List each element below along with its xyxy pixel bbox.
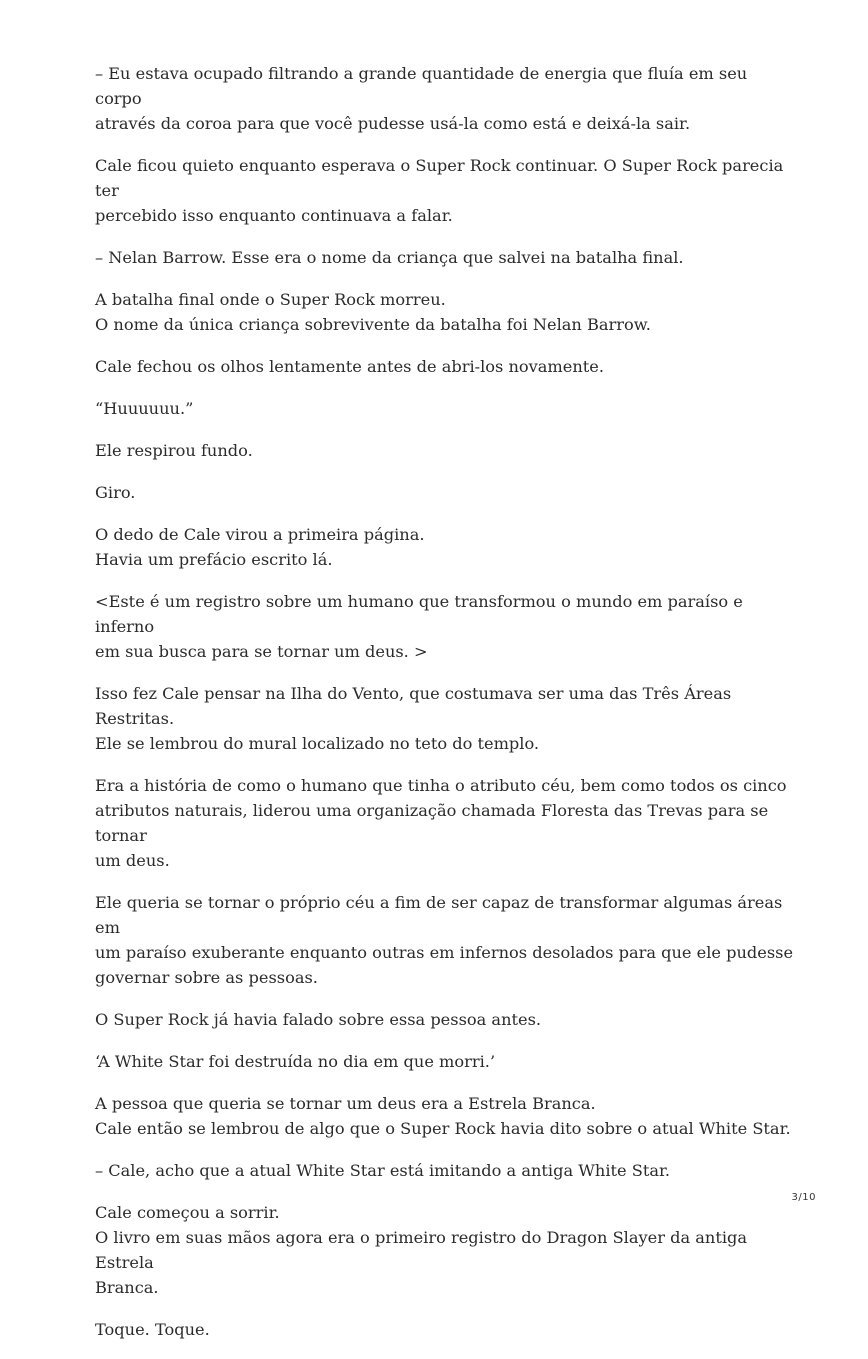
paragraph-7: Ele respirou fundo. — [95, 441, 253, 460]
paragraph-11: Isso fez Cale pensar na Ilha do Vento, que costumava ser uma das Três Áreas Restritas. Ele se lembrou do mural localizado no teto do templo. — [95, 684, 732, 753]
paragraph-12: Era a história de como o humano que tinha o atributo céu, bem como todos os cinco atributos naturais, liderou uma organização chamada Floresta das Trevas para se tornar um deus. — [95, 776, 787, 870]
paragraph-4: A batalha final onde o Super Rock morreu. O nome da única criança sobrevivente da batalha foi Nelan Barrow. — [95, 290, 651, 334]
paragraph-17: – Cale, acho que a atual White Star está imitando a antiga White Star. — [95, 1161, 671, 1180]
paragraph-13: Ele queria se tornar o próprio céu a fim de ser capaz de transformar algumas áreas em um paraíso exuberante enquanto outras em infernos desolados para que ele pudesse governar sobre as pessoas. — [95, 893, 794, 987]
paragraph-19: Toque. Toque. — [95, 1320, 210, 1339]
paragraph-6: “Huuuuuu.” — [95, 399, 194, 418]
paragraph-2: Cale ficou quieto enquanto esperava o Super Rock continuar. O Super Rock parecia ter percebido isso enquanto continuava a falar. — [95, 156, 784, 225]
paragraph-18: Cale começou a sorrir. O livro em suas mãos agora era o primeiro registro do Dragon Slayer da antiga Estrela Branca. — [95, 1203, 748, 1297]
paragraph-9: O dedo de Cale virou a primeira página. Havia um prefácio escrito lá. — [95, 525, 425, 569]
paragraph-15: ‘A White Star foi destruída no dia em que morri.’ — [95, 1052, 496, 1071]
paragraph-5: Cale fechou os olhos lentamente antes de abri-los novamente. — [95, 357, 605, 376]
paragraph-3: – Nelan Barrow. Esse era o nome da criança que salvei na batalha final. — [95, 248, 684, 267]
paragraph-16: A pessoa que queria se tornar um deus era a Estrela Branca. Cale então se lembrou de algo que o Super Rock havia dito sobre o atual White Star. — [95, 1094, 791, 1138]
document-body — [95, 61, 795, 1359]
page-number: 3/10 — [791, 1192, 816, 1203]
paragraph-14: O Super Rock já havia falado sobre essa pessoa antes. — [95, 1010, 542, 1029]
paragraph-8: Giro. — [95, 483, 136, 502]
paragraph-1: – Eu estava ocupado filtrando a grande quantidade de energia que fluía em seu corpo através da coroa para que você pudesse usá-la como está e deixá-la sair. — [95, 64, 748, 133]
paragraph-10: <Este é um registro sobre um humano que transformou o mundo em paraíso e inferno em sua busca para se tornar um deus. > — [95, 592, 743, 661]
